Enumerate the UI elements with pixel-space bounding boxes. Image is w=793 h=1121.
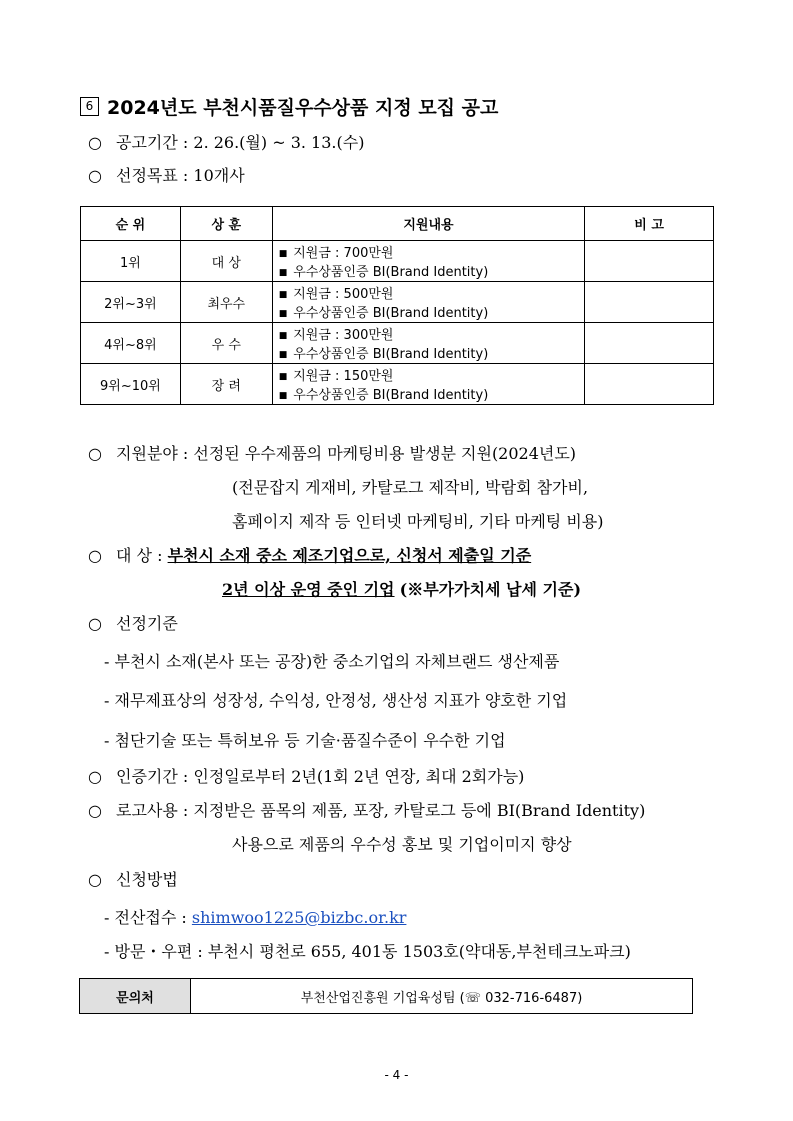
table-row (81, 282, 714, 323)
support-cell: ■ 지원금 : 500만원 ■ 우수상품인증 BI(Brand Identity) (272, 282, 584, 323)
square-bullet-icon: ■ (278, 372, 288, 382)
square-bullet-icon: ■ (278, 391, 288, 401)
square-bullet-icon: ■ (278, 249, 288, 259)
rank-cell: 4위~8위 (81, 323, 181, 364)
support-field-line2: (전문잡지 게재비, 카탈로그 제작비, 박람회 참가비, (232, 478, 589, 497)
header-support: 지원내용 (272, 207, 584, 241)
page-number: - 4 - (384, 1068, 409, 1082)
award-cell: 장 려 (180, 364, 272, 405)
notice-period: ○ 공고기간 : 2. 26.(월) ~ 3. 13.(수) (88, 133, 365, 152)
eligibility-line2: 2년 이상 운영 중인 기업 (※부가가치세 납세 기준) (222, 580, 582, 599)
email-link[interactable]: shimwoo1225@bizbc.or.kr (191, 908, 407, 927)
support-field-line1: ○ 지원분야 : 선정된 우수제품의 마케팅비용 발생분 지원(2024년도) (88, 444, 577, 463)
square-bullet-icon: ■ (278, 290, 288, 300)
title-text: 2024년도 부천시품질우수상품 지정 모집 공고 (107, 96, 499, 119)
table-row (81, 364, 714, 405)
circle-bullet-icon: ○ (88, 546, 102, 565)
rank-cell: 2위~3위 (81, 282, 181, 323)
circle-bullet-icon: ○ (88, 870, 102, 889)
header-award: 상 훈 (180, 207, 272, 241)
award-table (80, 206, 714, 405)
award-cell: 대 상 (180, 241, 272, 282)
support-cell: ■ 지원금 : 300만원 ■ 우수상품인증 BI(Brand Identity) (272, 323, 584, 364)
eligibility-line1: ○ 대 상 : 부천시 소재 중소 제조기업으로, 신청서 제출일 기준 (88, 546, 532, 565)
square-bullet-icon: ■ (278, 350, 288, 360)
criteria-item: - 재무제표상의 성장성, 수익성, 안정성, 생산성 지표가 양호한 기업 (104, 691, 568, 710)
section-number: 6 (80, 97, 99, 116)
award-cell: 최우수 (180, 282, 272, 323)
support-cell: ■ 지원금 : 150만원 ■ 우수상품인증 BI(Brand Identity) (272, 364, 584, 405)
circle-bullet-icon: ○ (88, 133, 102, 152)
table-row (81, 323, 714, 364)
contact-label: 문의처 (80, 979, 191, 1013)
circle-bullet-icon: ○ (88, 767, 102, 786)
circle-bullet-icon: ○ (88, 166, 102, 185)
note-cell (585, 282, 714, 323)
target-count: ○ 선정목표 : 10개사 (88, 166, 245, 185)
circle-bullet-icon: ○ (88, 614, 102, 633)
logo-use-line2: 사용으로 제품의 우수성 홍보 및 기업이미지 향상 (232, 835, 572, 854)
circle-bullet-icon: ○ (88, 801, 102, 820)
header-rank: 순 위 (81, 207, 181, 241)
contact-value: 부천산업진흥원 기업육성팀 (☏ 032-716-6487) (300, 990, 583, 1006)
logo-use-line1: ○ 로고사용 : 지정받은 품목의 제품, 포장, 카탈로그 등에 BI(Brand Identity) (88, 801, 646, 820)
contact-box (79, 978, 693, 1014)
apply-online: - 전산접수 : shimwoo1225@bizbc.or.kr (104, 908, 407, 927)
header-note: 비 고 (585, 207, 714, 241)
support-cell: ■ 지원금 : 700만원 ■ 우수상품인증 BI(Brand Identity) (272, 241, 584, 282)
table-header-row (81, 207, 714, 241)
page-title (80, 92, 498, 120)
square-bullet-icon: ■ (278, 268, 288, 278)
circle-bullet-icon: ○ (88, 444, 102, 463)
criteria-heading: ○ 선정기준 (88, 614, 178, 633)
criteria-item: - 부천시 소재(본사 또는 공장)한 중소기업의 자체브랜드 생산제품 (104, 652, 560, 671)
apply-heading: ○ 신청방법 (88, 870, 178, 889)
cert-period: ○ 인증기간 : 인정일로부터 2년(1회 2년 연장, 최대 2회가능) (88, 767, 525, 786)
award-cell: 우 수 (180, 323, 272, 364)
apply-visit: - 방문・우편 : 부천시 평천로 655, 401동 1503호(약대동,부천테크노파크) (104, 942, 631, 961)
support-field-line3: 홈페이지 제작 등 인터넷 마케팅비, 기타 마케팅 비용) (232, 512, 604, 531)
criteria-item: - 첨단기술 또는 특허보유 등 기술·품질수준이 우수한 기업 (104, 731, 506, 750)
note-cell (585, 323, 714, 364)
square-bullet-icon: ■ (278, 309, 288, 319)
table-row (81, 241, 714, 282)
note-cell (585, 364, 714, 405)
rank-cell: 9위~10위 (81, 364, 181, 405)
rank-cell: 1위 (81, 241, 181, 282)
square-bullet-icon: ■ (278, 331, 288, 341)
note-cell (585, 241, 714, 282)
